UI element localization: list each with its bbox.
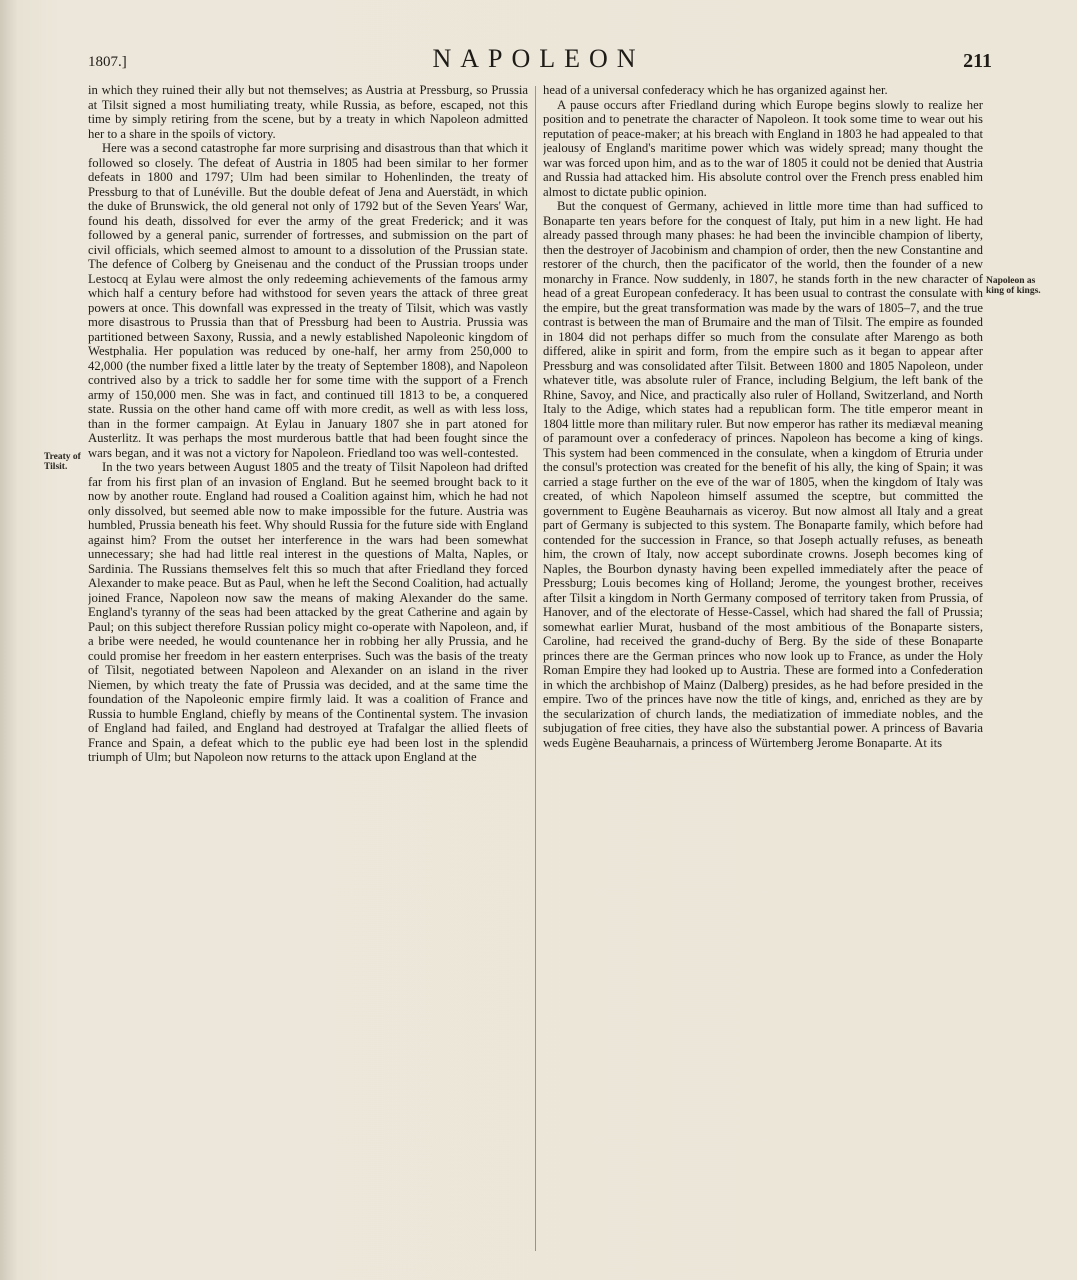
running-header xyxy=(0,44,1077,78)
paragraph: Here was a second catastrophe far more surprising and disastrous than that which it followed so closely. The defeat of Austria in 1805 had been similar to her former defeats in 1800 and 1797; Ulm had been similar to Hohenlinden, the treaty of Pressburg to that of Lunéville. But the double defeat of Jena and Auerstädt, in which the duke of Brunswick, the old general not only of 1792 but of the Seven Years' War, found his death, dissolved for ever the army of the great Frederick; and it was followed by a general panic, surrender of fortresses, and submission on the part of civil officials, which seemed almost to amount to a dissolution of the Prussian state. The defence of Colberg by Gneisenau and the conduct of the Prussian troops under Lestocq at Eylau were almost the only redeeming achievements of the famous army which half a century before had withstood for seven years the attack of three great powers at once. This downfall was expressed in the treaty of Tilsit, which was vastly more disastrous to Prussia than that of Pressburg had been to Austria. Prussia was partitioned between Saxony, Russia, and a newly established Napoleonic kingdom of Westphalia. Her population was reduced by one-half, her army from 250,000 to 42,000 (the number fixed a little later by the treaty of September 1808), and Napoleon contrived also by a trick to saddle her for some time with the support of a French army of 150,000 men. She was in fact, and continued till 1813 to be, a conquered state. Russia on the other hand came off with more credit, as well as with less loss, than in the former campaign. At Eylau in January 1807 she in part atoned for Austerlitz. It was perhaps the most murderous battle that had been fought since the wars began, and it was not a victory for Napoleon. Friedland too was well-contested. xyxy=(88,141,528,460)
sidenote-treaty-of-tilsit: Treaty of Tilsit. xyxy=(44,452,81,472)
sidenote-napoleon-king-of-kings: Napoleon as king of kings. xyxy=(986,276,1041,296)
column-divider xyxy=(535,86,536,1251)
header-year: 1807.] xyxy=(88,54,127,70)
paragraph: in which they ruined their ally but not themselves; as Austria at Pressburg, so Prussia at Tilsit signed a most humiliating treaty, while Russia, as before, escaped, not this time by simply retiring from the scene, but by a treaty in which Napoleon admitted her to a share in the spoils of victory. xyxy=(88,83,528,141)
paragraph: In the two years between August 1805 and the treaty of Tilsit Napoleon had drifted far from his first plan of an invasion of England. But he seemed brought back to it now by another route. England had roused a Coalition against him, which he had not only dissolved, but seemed able now to make impossible for the future. Austria was humbled, Prussia beneath his feet. Why should Russia for the future side with England against him? From the outset her interference in the wars had been somewhat unnecessary; she had had little real interest in the questions of Malta, Naples, or Sardinia. The Russians themselves felt this so much that after Friedland they forced Alexander to make peace. But as Paul, when he left the Second Coalition, had actually joined France, Napoleon now saw the means of making Alexander do the same. England's tyranny of the seas had been attacked by the great Catherine and again by Paul; on this subject therefore Russian policy might co-operate with Napoleon, and, if a bribe were needed, he would countenance her in robbing her ally Prussia, and he could promise her freedom in her eastern enterprises. Such was the basis of the treaty of Tilsit, negotiated between Napoleon and Alexander on an island in the river Niemen, by which treaty the fate of Prussia was decided, and at the same time the foundation of the Napoleonic empire firmly laid. It was a coalition of France and Russia to humble England, chiefly by means of the Continental system. The invasion of England had failed, and England had destroyed at Trafalgar the allied fleets of France and Spain, a defeat which to the public eye had been lost in the splendid triumph of Ulm; but Napoleon now returns to the attack upon England at the xyxy=(88,460,528,764)
page-number: 211 xyxy=(963,50,992,72)
header-title: NAPOLEON xyxy=(432,44,645,73)
left-column xyxy=(88,83,528,1253)
paragraph: head of a universal confederacy which he has organized against her. xyxy=(543,83,888,97)
right-column xyxy=(543,83,983,1253)
paragraph: But the conquest of Germany, achieved in little more time than had sufficed to Bonaparte ten years before for the conquest of Italy, put him in a new light. He had already passed through many phases: he had been the invincible champion of liberty, then the destroyer of Jacobinism and champion of order, then the new Constantine and restorer of the church, then the pacificator of the world, then the founder of a new monarchy in France. Now suddenly, in 1807, he stands forth in the new character of head of a great European confederacy. It has been usual to contrast the consulate with the empire, but the great transformation was made by the wars of 1805–7, and the true contrast is between the man of Brumaire and the man of Tilsit. The empire as founded in 1804 did not perhaps differ so much from the consulate after Marengo as both differed, alike in spirit and form, from the empire such as it began to appear after Pressburg and was consolidated after Tilsit. Between 1800 and 1805 Napoleon, under whatever title, was absolute ruler of France, including Belgium, the left bank of the Rhine, Savoy, and Nice, and practically also ruler of Holland, Switzerland, and North Italy to the Adige, which states had a republican form. The title emperor meant in 1804 little more than military ruler. But now emperor has rather its mediæval meaning of paramount over a confederacy of princes. Napoleon has become a king of kings. This system had been commenced in the consulate, when a kingdom of Etruria under the consul's protection was created for the benefit of his ally, the king of Spain; it was carried a stage further on the eve of the war of 1805, when the kingdom of Italy was created, of which Napoleon himself assumed the sceptre, but committed the government to Eugène Beauharnais as viceroy. But now almost all Italy and a great part of Germany is subjected to this system. The Bonaparte family, which before had contended for the succession in France, so that Joseph actually refuses, as beneath him, the crown of Italy, now accept subordinate crowns. Joseph becomes king of Naples, the Bourbon dynasty having been expelled immediately after the peace of Pressburg; Louis becomes king of Holland; Jerome, the youngest brother, receives after Tilsit a kingdom in North Germany composed of territory taken from Prussia, of Hanover, and of the electorate of Hesse-Cassel, which had shared the fall of Prussia; somewhat earlier Murat, husband of the most ambitious of the Bonaparte sisters, Caroline, had received the grand-duchy of Berg. By the side of these Bonaparte princes there are the German princes who now look up to France, as under the Holy Roman Empire they had looked up to Austria. These are formed into a Confederation in which the archbishop of Mainz (Dalberg) presides, as he had before presided in the empire. Two of the princes have now the title of kings, and, enriched as they are by the secularization of church lands, the mediatization of immediate nobles, and the subjugation of free cities, they have also the substantial power. A princess of Bavaria weds Eugène Beauharnais, a princess of Würtemberg Jerome Bonaparte. At its xyxy=(543,199,983,750)
paragraph: A pause occurs after Friedland during which Europe begins slowly to realize her position and to penetrate the character of Napoleon. It took some time to wear out his reputation of peace-maker; at his breach with England in 1803 he had appealed to that jealousy of England's maritime power which was widely spread; many thought the war was forced upon him, and as to the war of 1805 it could not be denied that Austria and Russia had attacked him. His absolute control over the French press enabled him almost to dictate public opinion. xyxy=(543,97,983,199)
